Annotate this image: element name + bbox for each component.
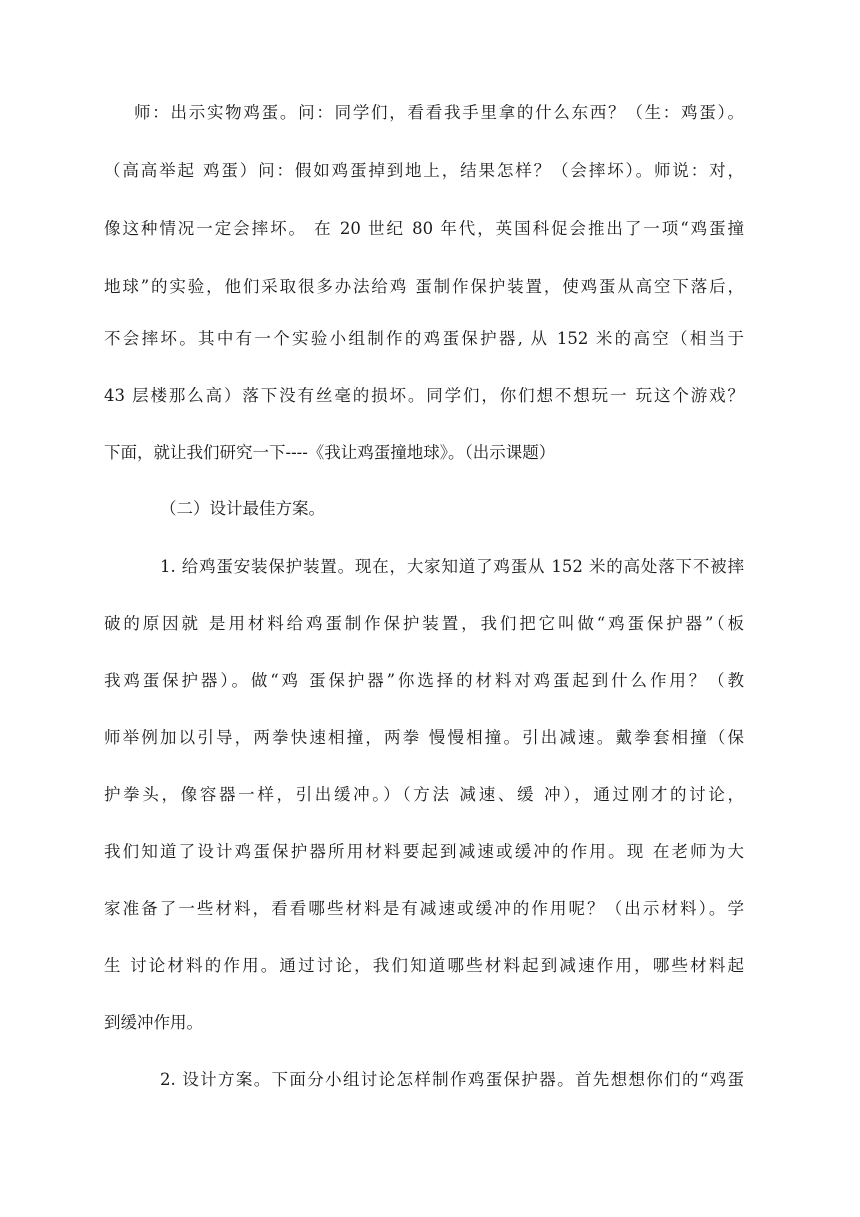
step1-line-8: 生 讨论材料的作用。通过讨论，我们知道哪些材料起到减速作用，哪些材料起	[104, 956, 744, 975]
step1-line-1: 1. 给鸡蛋安装保护装置。现在，大家知道了鸡蛋从 152 米的高处落下不被摔	[160, 557, 744, 576]
step1-line-2: 破的原因就 是用材料给鸡蛋制作保护装置，我们把它叫做“鸡蛋保护器”（板	[104, 614, 744, 633]
intro-line-6: 43 层楼那么高）落下没有丝毫的损坏。同学们，你们想不想玩一 玩这个游戏？	[104, 386, 744, 405]
intro-line-2: （高高举起 鸡蛋）问：假如鸡蛋掉到地上，结果怎样？（会摔坏）。师说：对，	[104, 161, 744, 180]
step1-line-3: 我鸡蛋保护器）。做“鸡 蛋保护器”你选择的材料对鸡蛋起到什么作用？（教	[104, 671, 744, 690]
intro-line-7: 下面，就让我们研究一下----《我让鸡蛋撞地球》。（出示课题）	[104, 443, 556, 462]
intro-line-3: 像这种情况一定会摔坏。 在 20 世纪 80 年代，英国科促会推出了一项“鸡蛋撞	[104, 219, 744, 238]
intro-line-1: 师：出示实物鸡蛋。问：同学们，看看我手里拿的什么东西？（生：鸡蛋）。	[134, 103, 744, 122]
intro-line-4: 地球”的实验，他们采取很多办法给鸡 蛋制作保护装置，使鸡蛋从高空下落后，	[104, 277, 744, 296]
section-heading: （二）设计最佳方案。	[160, 499, 325, 518]
step1-line-4: 师举例加以引导，两拳快速相撞，两拳 慢慢相撞。引出减速。戴拳套相撞（保	[104, 728, 744, 747]
step1-line-6: 我们知道了设计鸡蛋保护器所用材料要起到减速或缓冲的作用。现 在老师为大	[104, 842, 744, 861]
intro-line-5: 不会摔坏。其中有一个实验小组制作的鸡蛋保护器, 从 152 米的高空（相当于	[104, 329, 744, 348]
step2-line-1: 2. 设计方案。下面分小组讨论怎样制作鸡蛋保护器。首先想想你们的“鸡蛋	[160, 1070, 744, 1089]
step1-line-5: 护拳头，像容器一样，引出缓冲。）（方法 减速、缓 冲），通过刚才的讨论，	[104, 785, 744, 804]
step1-line-9: 到缓冲作用。	[104, 1013, 203, 1032]
step1-line-7: 家准备了一些材料，看看哪些材料是有减速或缓冲的作用呢？（出示材料）。学	[104, 899, 744, 918]
